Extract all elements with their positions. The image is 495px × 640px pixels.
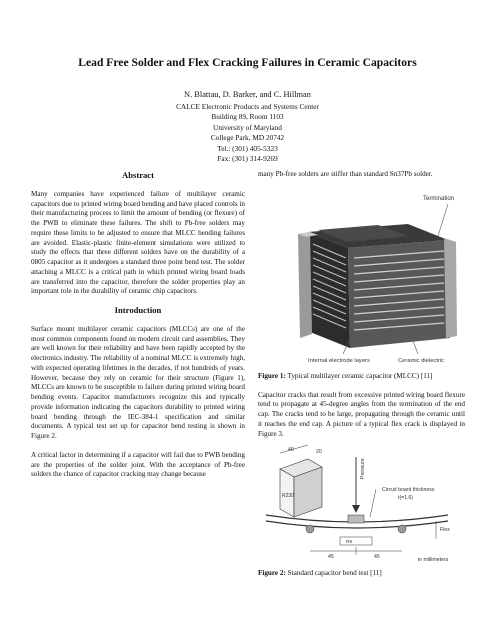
board-thickness-label: Circuit board thickness [382, 487, 435, 494]
figure-1-caption-text: Typical multilayer ceramic capacitor (MLCC) [11] [287, 371, 433, 380]
mlcc-body [298, 224, 457, 348]
figure-2 [258, 439, 465, 563]
left-column [31, 171, 245, 480]
span-right: 45 [374, 554, 380, 561]
mlcc-illustration [258, 180, 465, 386]
introduction-heading: Introduction [114, 305, 162, 315]
callout-ceramic-dielectric: Ceramic dielectric [398, 357, 445, 364]
dim-20: 20 [316, 449, 322, 456]
affiliation-line: Building 89, Room 1103 [211, 112, 284, 122]
pressure-label: Pressure [360, 458, 366, 480]
abstract-text: Many companies have experienced failure of multilayer ceramic capacitors due to printed wiring board bending and have placed controls in their manufacturing process to limit the amount of bending (or flexure) of the PWB to eliminate these failures. The shift to Pb-free solders may require these limits to be adjusted to ensure that MLCC bending failures are avoided. Elastic-plastic finite-element simulations were utilized to study the effects that three different solders have on the durability of a 0805 capacitor as it undergoes a standard three point bend test. The solder attaching a MLCC is a critical path in which printed wiring board loads are transferred into the capacitor, therefore the solder properties play an important role in the durability of ceramic chip capacitors. [31, 189, 245, 296]
continued-paragraph: many Pb-free solders are stiffer than standard Sn37Pb solder. [258, 170, 433, 178]
bend-test-diagram [258, 439, 465, 563]
abstract-heading: Abstract [122, 170, 154, 180]
span-left: 45 [328, 554, 334, 561]
figure-2-label: Figure 2: [258, 569, 286, 578]
callout-internal-electrode: Internal electrode layers [308, 357, 370, 364]
radius-r5: R5 [346, 540, 353, 546]
figure-1-label: Figure 1: [258, 371, 286, 380]
flex-label: Flex [440, 527, 450, 534]
figure-2-caption [258, 569, 465, 579]
introduction-paragraph-1: Surface mount multilayer ceramic capacitors (MLCCs) are one of the most common components found on modern circuit card assemblies. They are well known for their reliability and have been rapidly accepted by the electronics industry. The reliability of a nominal MLCC is extremely high, with expected operating lifetimes in the decades, if not hundreds of years. However, because they rely on ceramic for their structure (Figure 1), MLCCs are known to be susceptible to failure during printed wiring board bending events. Capacitor manufacturers recognize this and typically provide information indicating the capacitors durability to printed wiring board bending through the IEC-384-1 specification and similar documents. A typical test set up for capacitor bend testing is shown in Figure 2. [31, 324, 245, 440]
callout-termination: Termination [423, 195, 455, 202]
thickness-value: t(=1.6) [398, 495, 414, 502]
figure-1 [258, 180, 465, 386]
paper-title: Lead Free Solder and Flex Cracking Failures in Ceramic Capacitors [78, 56, 417, 69]
right-column [258, 170, 465, 579]
affiliation-line: Fax: (301) 314-9269 [217, 154, 278, 164]
units-label: in millimeters [418, 557, 449, 564]
figure-2-caption-text: Standard capacitor bend test [11] [287, 569, 382, 578]
test-fixture [280, 445, 322, 517]
affiliation-line: Tel.: (301) 405-5323 [217, 143, 278, 153]
affiliation-line: College Park, MD 20742 [210, 133, 285, 143]
affiliation-line: CALCE Electronic Products and Systems Center [176, 102, 319, 111]
introduction-paragraph-2: A critical factor in determining if a capacitor will fail due to PWB bending are the properties of the solder joint. With the acceptance of Pb-free solders the chance of capacitor cracking may change because [31, 450, 245, 479]
dim-40: 40 [288, 447, 294, 454]
affiliation-block [20, 102, 475, 164]
flex-crack-paragraph: Capacitor cracks that result from excessive printed wiring board flexure tend to propagate at 45-degree angles from the termination of the end cap. The cracks tend to be large, propagating through the ceramic until it reaches the end cap. A picture of a typical flex crack is displayed in Figure 3. [258, 390, 465, 438]
author-list: N. Blattau, D. Barker, and C. Hillman [184, 90, 311, 99]
affiliation-line: University of Maryland [213, 122, 282, 132]
radius-r230: R230 [282, 493, 294, 500]
